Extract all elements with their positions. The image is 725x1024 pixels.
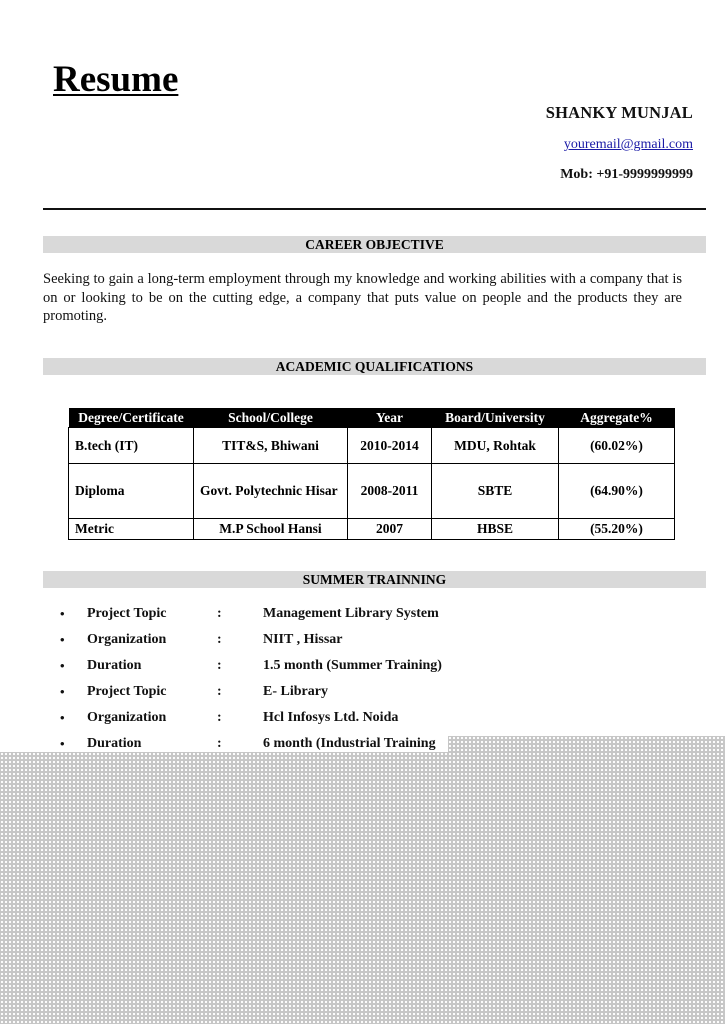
item-value: Hcl Infosys Ltd. Noida [263,710,399,725]
header-divider [43,208,706,210]
item-value: 1.5 month (Summer Training) [263,658,442,673]
bullet-icon: • [60,632,65,647]
table-cell: HBSE [432,519,559,540]
academic-qualifications-heading: ACADEMIC QUALIFICATIONS [43,358,706,375]
bullet-icon: • [60,710,65,725]
item-separator: : [217,632,222,647]
table-cell: Govt. Polytechnic Hisar [194,464,348,519]
table-cell: Diploma [69,464,194,519]
column-header-aggregate: Aggregate% [559,408,675,428]
table-cell: Metric [69,519,194,540]
table-cell: 2007 [348,519,432,540]
item-value: NIIT , Hissar [263,632,343,647]
table-cell: (64.90%) [559,464,675,519]
table-row [69,428,675,464]
column-header-board: Board/University [432,408,559,428]
table-cell: 2010-2014 [348,428,432,464]
column-header-year: Year [348,408,432,428]
column-header-school: School/College [194,408,348,428]
table-cell: M.P School Hansi [194,519,348,540]
mobile-number: Mob: +91-9999999999 [560,167,693,182]
item-separator: : [217,736,222,751]
bullet-icon: • [60,684,65,699]
contact-block [546,103,693,183]
preview-mask [0,752,725,1024]
table-cell: (55.20%) [559,519,675,540]
table-row [69,464,675,519]
table-cell: SBTE [432,464,559,519]
item-label: Duration [87,658,142,673]
candidate-name: SHANKY MUNJAL [545,103,693,122]
qualifications-table [68,408,675,540]
page-title: Resume [53,59,179,100]
career-objective-heading: CAREER OBJECTIVE [43,236,706,253]
table-header-row [69,408,675,428]
item-separator: : [217,684,222,699]
bullet-icon: • [60,606,65,621]
career-objective-text: Seeking to gain a long-term employment through my knowledge and working abilities with a company that is on or looking to be on the cutting edge, a company that puts value on people and the products they are promoting. [43,271,682,324]
item-value: E- Library [263,684,328,699]
item-label: Duration [87,736,142,751]
table-cell: B.tech (IT) [69,428,194,464]
item-value: 6 month (Industrial Training [263,736,436,751]
item-label: Organization [87,632,167,647]
bullet-icon: • [60,736,65,751]
item-separator: : [217,710,222,725]
summer-training-heading: SUMMER TRAINNING [43,571,706,588]
item-label: Organization [87,710,167,725]
item-separator: : [217,606,222,621]
table-cell: TIT&S, Bhiwani [194,428,348,464]
bullet-icon: • [60,658,65,673]
column-header-degree: Degree/Certificate [69,408,194,428]
item-separator: : [217,658,222,673]
item-label: Project Topic [87,606,167,621]
table-cell: 2008-2011 [348,464,432,519]
item-label: Project Topic [87,684,167,699]
preview-mask [448,736,725,752]
email-link[interactable]: youremail@gmail.com [563,137,693,152]
item-value: Management Library System [263,606,439,621]
table-cell: (60.02%) [559,428,675,464]
table-cell: MDU, Rohtak [432,428,559,464]
table-row [69,519,675,540]
